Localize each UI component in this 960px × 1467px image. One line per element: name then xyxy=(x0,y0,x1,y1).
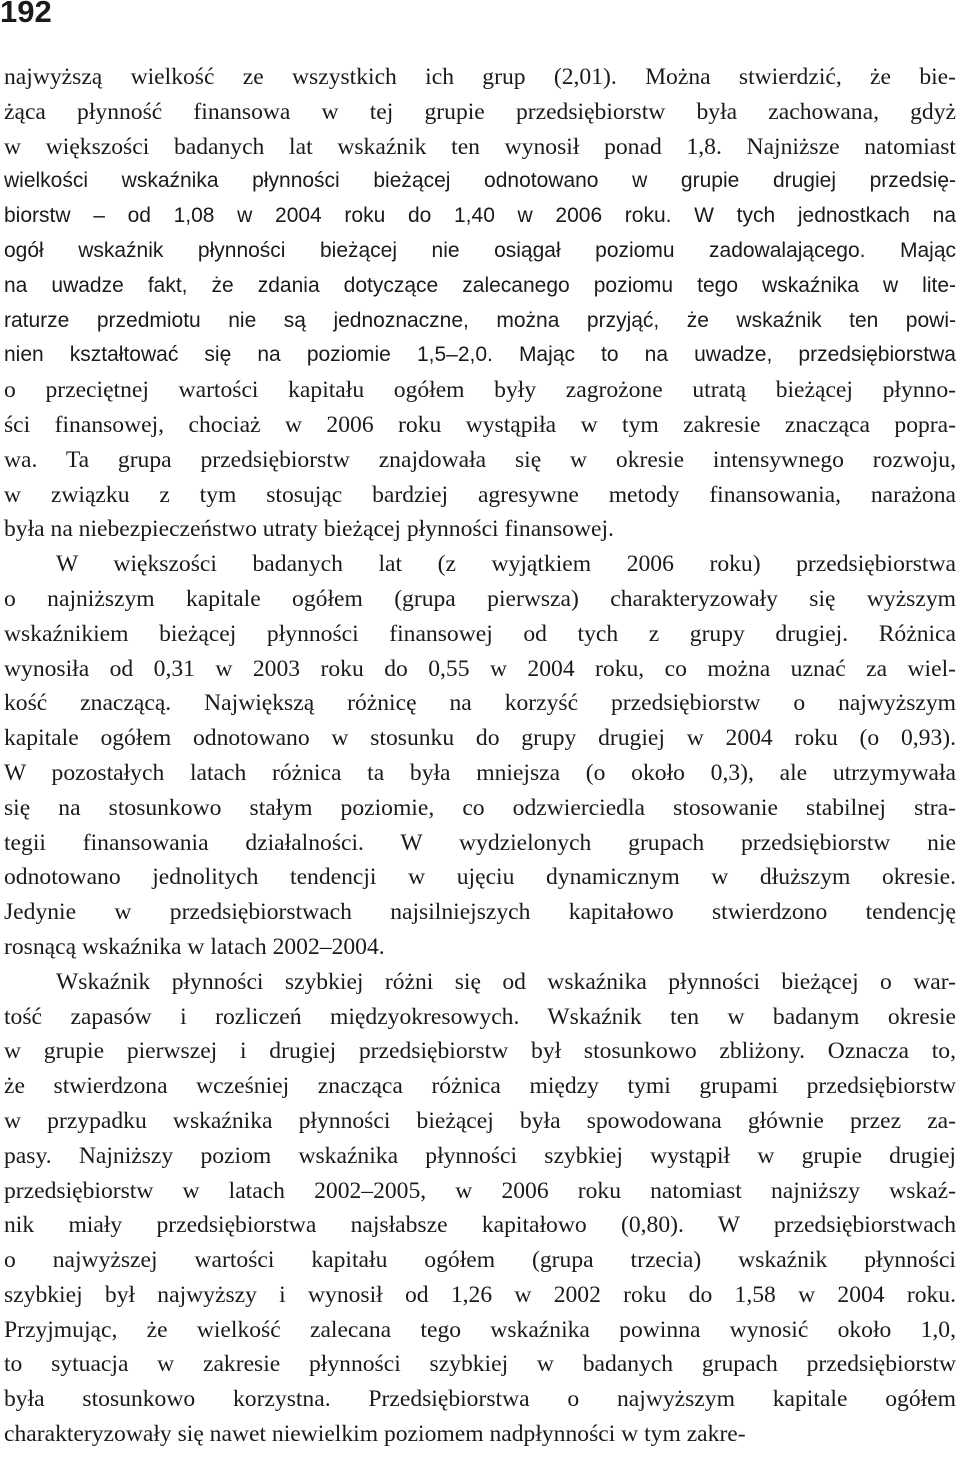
text-line: w grupie pierwszej i drugiej przedsiębiorstw był stosunkowo zbliżony. Oznacza to, xyxy=(4,1038,956,1065)
paragraph xyxy=(4,547,956,965)
text-line: nik miały przedsiębiorstwa najsłabsze kapitałowo (0,80). W przedsiębiorstwach xyxy=(4,1212,956,1239)
text-line: nien kształtować się na poziomie 1,5–2,0. Mając to na uwadze, przedsiębiorstwa xyxy=(4,343,956,367)
text-line: w przypadku wskaźnika płynności bieżącej była spowodowana głównie przez za- xyxy=(4,1107,956,1134)
paragraph xyxy=(4,965,956,1452)
text-line: Jedynie w przedsiębiorstwach najsilniejszych kapitałowo stwierdzono tendencję xyxy=(4,899,956,926)
text-line: tegii finansowania działalności. W wydzielonych grupach przedsiębiorstw nie xyxy=(4,829,956,856)
text-line: przedsiębiorstw w latach 2002–2005, w 2006 roku natomiast najniższy wskaź- xyxy=(4,1177,956,1204)
text-line: w związku z tym stosując bardziej agresywne metody finansowania, narażona xyxy=(4,481,956,508)
text-line: wielkości wskaźnika płynności bieżącej odnotowano w grupie drugiej przedsię- xyxy=(4,169,956,193)
text-line: kość znaczącą. Największą różnicę na korzyść przedsiębiorstw o najwyższym xyxy=(4,690,956,717)
text-line: o najniższym kapitale ogółem (grupa pierwsza) charakteryzowały się wyższym xyxy=(4,585,956,612)
text-line: szybkiej był najwyższy i wynosił od 1,26 w 2002 roku do 1,58 w 2004 roku. xyxy=(4,1281,956,1308)
text-line: na uwadze fakt, że zdania dotyczące zalecanego poziomu tego wskaźnika w lite- xyxy=(4,273,956,297)
text-line: była stosunkowo korzystna. Przedsiębiorstwa o najwyższym kapitale ogółem xyxy=(4,1386,956,1413)
page-number: 192 xyxy=(0,0,52,29)
text-line: Przyjmując, że wielkość zalecana tego wskaźnika powinna wynosić około 1,0, xyxy=(4,1316,956,1343)
text-line: to sytuacja w zakresie płynności szybkiej w badanych grupach przedsiębiorstw xyxy=(4,1351,956,1378)
text-line: wynosiła od 0,31 w 2003 roku do 0,55 w 2004 roku, co można uznać za wiel- xyxy=(4,655,956,682)
text-line: odnotowano jednolitych tendencji w ujęciu dynamicznym w dłuższym okresie. xyxy=(4,864,956,891)
text-line: żąca płynność finansowa w tej grupie przedsiębiorstw była zachowana, gdyż xyxy=(4,98,956,125)
text-line: kapitale ogółem odnotowano w stosunku do grupy drugiej w 2004 roku (o 0,93). xyxy=(4,725,956,752)
paragraph xyxy=(4,60,956,547)
text-line: charakteryzowały się nawet niewielkim poziomem nadpłynności w tym zakre- xyxy=(4,1421,746,1448)
text-line: najwyższą wielkość ze wszystkich ich grup (2,01). Można stwierdzić, że bie- xyxy=(4,64,956,90)
text-line: wskaźnikiem bieżącej płynności finansowej od tych z grupy drugiej. Różnica xyxy=(4,620,956,647)
text-line: Wskaźnik płynności szybkiej różni się od wskaźnika płynności bieżącej o war- xyxy=(56,968,956,995)
text-line: o najwyższej wartości kapitału ogółem (grupa trzecia) wskaźnik płynności xyxy=(4,1247,956,1274)
text-line: się na stosunkowo stałym poziomie, co odzwierciedla stosowanie stabilnej stra- xyxy=(4,794,956,821)
text-line: że stwierdzona wcześniej znacząca różnica między tymi grupami przedsiębiorstw xyxy=(4,1073,956,1100)
text-line: W pozostałych latach różnica ta była mniejsza (o około 0,3), ale utrzymywała xyxy=(4,759,956,786)
text-line: biorstw – od 1,08 w 2004 roku do 1,40 w 2006 roku. W tych jednostkach na xyxy=(4,204,956,228)
text-line: pasy. Najniższy poziom wskaźnika płynności szybkiej wystąpił w grupie drugiej xyxy=(4,1142,956,1169)
text-line: tość zapasów i rozliczeń międzyokresowych. Wskaźnik ten w badanym okresie xyxy=(4,1003,956,1030)
text-line: ści finansowej, chociaż w 2006 roku wystąpiła w tym zakresie znacząca popra- xyxy=(4,411,956,438)
body-text xyxy=(4,60,956,1452)
text-line: rosnącą wskaźnika w latach 2002–2004. xyxy=(4,933,385,960)
text-line: wa. Ta grupa przedsiębiorstw znajdowała się w okresie intensywnego rozwoju, xyxy=(4,446,956,473)
text-line: raturze przedmiotu nie są jednoznaczne, można przyjąć, że wskaźnik ten powi- xyxy=(4,308,956,332)
text-line: ogół wskaźnik płynności bieżącej nie osiągał poziomu zadowalającego. Mając xyxy=(4,238,956,262)
text-line: była na niebezpieczeństwo utraty bieżącej płynności finansowej. xyxy=(4,516,614,543)
text-line: W większości badanych lat (z wyjątkiem 2006 roku) przedsiębiorstwa xyxy=(56,551,956,578)
text-line: o przeciętnej wartości kapitału ogółem były zagrożone utratą bieżącej płynno- xyxy=(4,377,956,404)
text-line: w większości badanych lat wskaźnik ten wynosił ponad 1,8. Najniższe natomiast xyxy=(4,133,956,160)
